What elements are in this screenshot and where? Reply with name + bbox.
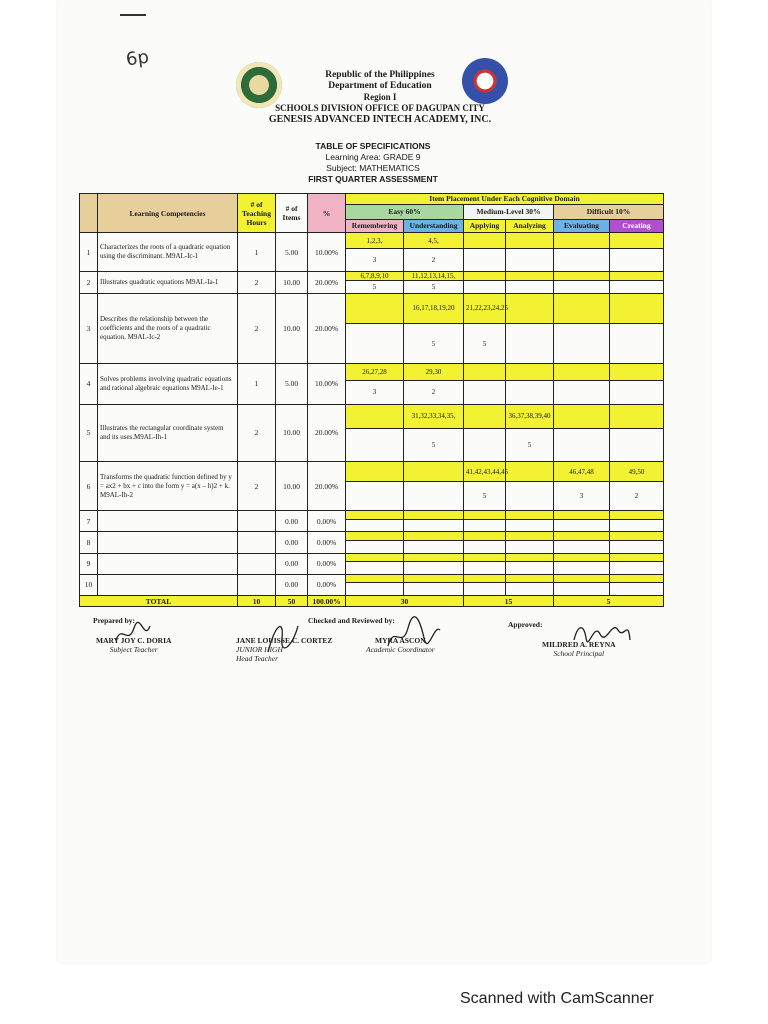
total-row xyxy=(80,596,664,607)
header-medium: Medium-Level 30% xyxy=(464,204,554,219)
item-placement: 36,37,38,39,40 xyxy=(506,404,554,428)
signature-scribble xyxy=(384,616,442,656)
item-total xyxy=(554,381,610,404)
item-placement xyxy=(404,532,464,541)
item-total xyxy=(464,519,506,532)
item-placement xyxy=(506,532,554,541)
item-placement: 46,47,48 xyxy=(554,462,610,482)
school-name: GENESIS ADVANCED INTECH ACADEMY, INC. xyxy=(268,114,492,125)
competency-text: Illustrates the rectangular coordinate system and its uses.M9AL-Ih-1 xyxy=(98,404,238,461)
subject: Subject: MATHEMATICS xyxy=(326,163,420,173)
item-total xyxy=(506,562,554,575)
item-placement xyxy=(464,532,506,541)
item-placement xyxy=(464,404,506,428)
total-easy: 30 xyxy=(346,596,464,607)
competency-text: Transforms the quadratic function defined by y = ax2 + bx + c into the form y = a(x – h)2 + k. M9AL-Ih-2 xyxy=(98,462,238,511)
item-total xyxy=(464,381,506,404)
table-row xyxy=(80,233,664,249)
competency-text: Characterizes the roots of a quadratic equation using the discriminant. M9AL-Ic-1 xyxy=(98,233,238,271)
item-total: 2 xyxy=(404,249,464,271)
table-row xyxy=(80,404,664,428)
teaching-hours: 2 xyxy=(238,462,276,511)
item-percent: 20.00% xyxy=(308,404,346,461)
header-difficult: Difficult 10% xyxy=(554,204,664,219)
header-applying: Applying xyxy=(464,219,506,233)
item-placement xyxy=(554,233,610,249)
table-row xyxy=(80,553,664,562)
item-total xyxy=(346,519,404,532)
item-total xyxy=(464,583,506,596)
item-placement xyxy=(346,532,404,541)
teaching-hours xyxy=(238,574,276,595)
item-placement: 16,17,18,19,20 xyxy=(404,294,464,324)
item-count: 5.00 xyxy=(276,364,308,404)
item-total xyxy=(554,249,610,271)
item-total: 2 xyxy=(404,381,464,404)
competency-text xyxy=(98,511,238,532)
item-placement xyxy=(506,233,554,249)
item-placement xyxy=(346,404,404,428)
item-placement xyxy=(506,294,554,324)
item-total: 5 xyxy=(464,323,506,363)
item-count: 0.00 xyxy=(276,532,308,553)
item-count: 5.00 xyxy=(276,233,308,271)
header-easy: Easy 60% xyxy=(346,204,464,219)
table-row xyxy=(80,364,664,381)
item-placement xyxy=(506,462,554,482)
row-number: 9 xyxy=(80,553,98,574)
item-placement xyxy=(610,294,664,324)
item-total xyxy=(464,249,506,271)
prepared-name: MARY JOY C. DORIA xyxy=(96,636,172,645)
item-total xyxy=(506,281,554,294)
table-row xyxy=(80,271,664,281)
item-placement xyxy=(554,574,610,583)
item-total xyxy=(554,429,610,462)
teaching-hours xyxy=(238,511,276,532)
row-number: 6 xyxy=(80,462,98,511)
item-placement xyxy=(346,294,404,324)
item-total xyxy=(346,482,404,511)
item-total xyxy=(404,562,464,575)
item-total: 3 xyxy=(554,482,610,511)
header-creating: Creating xyxy=(610,219,664,233)
item-placement xyxy=(464,364,506,381)
item-placement xyxy=(610,271,664,281)
specification-table xyxy=(79,193,664,607)
item-count: 10.00 xyxy=(276,404,308,461)
item-total: 3 xyxy=(346,381,404,404)
item-total xyxy=(610,381,664,404)
prepared-role: Subject Teacher xyxy=(109,645,158,654)
competency-text: Illustrates quadratic equations M9AL-Ia-1 xyxy=(98,271,238,293)
item-total xyxy=(610,540,664,553)
item-total xyxy=(610,281,664,294)
item-total xyxy=(404,482,464,511)
item-placement: 21,22,23,24,25 xyxy=(464,294,506,324)
spec-heading xyxy=(270,141,476,185)
item-total: 5 xyxy=(346,281,404,294)
item-placement xyxy=(404,462,464,482)
item-total: 5 xyxy=(404,281,464,294)
row-number: 3 xyxy=(80,294,98,364)
item-placement: 41,42,43,44,45 xyxy=(464,462,506,482)
signature-scribble xyxy=(570,614,634,650)
item-placement xyxy=(464,574,506,583)
item-total xyxy=(506,323,554,363)
item-percent: 20.00% xyxy=(308,294,346,364)
approved-label: Approved: xyxy=(508,620,543,629)
item-placement xyxy=(610,233,664,249)
item-placement: 11,12,13,14,15, xyxy=(404,271,464,281)
item-total: 5 xyxy=(464,482,506,511)
table-row xyxy=(80,294,664,324)
item-total xyxy=(506,482,554,511)
table-row xyxy=(80,532,664,541)
item-placement xyxy=(464,553,506,562)
item-percent: 0.00% xyxy=(308,574,346,595)
pen-mark xyxy=(120,14,146,16)
head-teacher-role: JUNIOR HIGH Head Teacher xyxy=(236,645,283,663)
item-placement xyxy=(346,553,404,562)
item-total xyxy=(404,540,464,553)
row-number: 8 xyxy=(80,532,98,553)
item-placement xyxy=(610,511,664,520)
item-total xyxy=(464,562,506,575)
header-line: SCHOOLS DIVISION OFFICE OF DAGUPAN CITY xyxy=(275,103,485,113)
header-line: Department of Education xyxy=(328,81,432,91)
header-line: Region I xyxy=(363,92,397,102)
item-total xyxy=(506,519,554,532)
item-percent: 10.00% xyxy=(308,233,346,271)
competency-text xyxy=(98,574,238,595)
learning-area: Learning Area: GRADE 9 xyxy=(325,152,421,162)
header-cognitive-domain: Item Placement Under Each Cognitive Domain xyxy=(346,194,664,205)
principal-role: School Principal xyxy=(553,649,605,658)
teaching-hours: 2 xyxy=(238,404,276,461)
header-learning-competencies: Learning Competencies xyxy=(98,194,238,233)
item-percent: 0.00% xyxy=(308,532,346,553)
row-number: 4 xyxy=(80,364,98,404)
header-teaching-hours: # of Teaching Hours xyxy=(238,194,276,233)
item-total: 2 xyxy=(610,482,664,511)
item-percent: 0.00% xyxy=(308,511,346,532)
assessment-name: FIRST QUARTER ASSESSMENT xyxy=(308,174,438,184)
item-placement: 31,32,33,34,35, xyxy=(404,404,464,428)
checked-label: Checked and Reviewed by: xyxy=(308,616,395,625)
item-placement: 1,2,3, xyxy=(346,233,404,249)
spec-title: TABLE OF SPECIFICATIONS xyxy=(315,141,431,151)
item-placement xyxy=(554,364,610,381)
item-total xyxy=(554,323,610,363)
item-count: 0.00 xyxy=(276,511,308,532)
competency-text: Describes the relationship between the coefficients and the roots of a quadratic equation. M9AL-Ic-2 xyxy=(98,294,238,364)
item-total xyxy=(464,281,506,294)
principal-name: MILDRED A. REYNA xyxy=(542,640,616,649)
total-hours: 10 xyxy=(238,596,276,607)
item-total xyxy=(404,583,464,596)
coordinator-name: MYRA ASCON xyxy=(375,636,426,645)
item-placement: 6,7,8,9,10 xyxy=(346,271,404,281)
header-remembering: Remembering xyxy=(346,219,404,233)
item-placement xyxy=(346,574,404,583)
item-total xyxy=(346,540,404,553)
item-total xyxy=(610,583,664,596)
item-count: 10.00 xyxy=(276,271,308,293)
item-total xyxy=(610,249,664,271)
item-total xyxy=(506,540,554,553)
item-total xyxy=(464,429,506,462)
table-row xyxy=(80,574,664,583)
item-placement xyxy=(610,364,664,381)
item-total xyxy=(506,381,554,404)
document-header xyxy=(250,70,510,125)
head-teacher-name: JANE LOUISSE C. CORTEZ xyxy=(236,636,333,645)
item-placement xyxy=(554,553,610,562)
item-placement xyxy=(610,404,664,428)
item-placement xyxy=(404,574,464,583)
item-count: 10.00 xyxy=(276,462,308,511)
row-number: 2 xyxy=(80,271,98,293)
item-placement xyxy=(610,553,664,562)
item-placement xyxy=(554,532,610,541)
item-placement xyxy=(506,271,554,281)
total-items: 50 xyxy=(276,596,308,607)
item-placement: 4,5, xyxy=(404,233,464,249)
header-percent: % xyxy=(308,194,346,233)
handwritten-note: 6p xyxy=(124,46,151,71)
prepared-label: Prepared by: xyxy=(93,616,136,625)
item-total: 5 xyxy=(506,429,554,462)
item-total xyxy=(554,583,610,596)
total-difficult: 5 xyxy=(554,596,664,607)
row-number: 1 xyxy=(80,233,98,271)
item-placement xyxy=(554,404,610,428)
teaching-hours xyxy=(238,532,276,553)
item-total xyxy=(346,323,404,363)
item-placement xyxy=(506,511,554,520)
item-count: 0.00 xyxy=(276,574,308,595)
header-line: Republic of the Philippines xyxy=(325,70,435,80)
item-total: 3 xyxy=(346,249,404,271)
coordinator-role: Academic Coordinator xyxy=(366,645,435,654)
item-count: 10.00 xyxy=(276,294,308,364)
item-percent: 20.00% xyxy=(308,271,346,293)
item-placement xyxy=(346,462,404,482)
item-placement xyxy=(506,553,554,562)
item-total xyxy=(610,429,664,462)
item-total xyxy=(506,583,554,596)
item-placement xyxy=(506,574,554,583)
item-placement xyxy=(404,553,464,562)
scanner-watermark: Scanned with CamScanner xyxy=(460,990,654,1007)
item-placement xyxy=(464,511,506,520)
item-total xyxy=(346,562,404,575)
competency-text xyxy=(98,553,238,574)
total-label: TOTAL xyxy=(80,596,238,607)
header-items: # of Items xyxy=(276,194,308,233)
row-number: 10 xyxy=(80,574,98,595)
item-total xyxy=(554,281,610,294)
signature-scribble xyxy=(262,618,302,658)
item-total xyxy=(404,519,464,532)
item-total: 5 xyxy=(404,429,464,462)
teaching-hours: 1 xyxy=(238,233,276,271)
teaching-hours: 2 xyxy=(238,271,276,293)
item-placement xyxy=(404,511,464,520)
item-total xyxy=(610,519,664,532)
item-total xyxy=(610,562,664,575)
total-medium: 15 xyxy=(464,596,554,607)
item-total xyxy=(610,323,664,363)
header-understanding: Understanding xyxy=(404,219,464,233)
item-placement: 26,27,28 xyxy=(346,364,404,381)
item-percent: 0.00% xyxy=(308,553,346,574)
teaching-hours: 1 xyxy=(238,364,276,404)
teaching-hours xyxy=(238,553,276,574)
item-placement xyxy=(346,511,404,520)
item-total xyxy=(554,562,610,575)
signature-scribble xyxy=(112,620,152,646)
item-total xyxy=(554,519,610,532)
item-total xyxy=(554,540,610,553)
competency-text xyxy=(98,532,238,553)
header-analyzing: Analyzing xyxy=(506,219,554,233)
item-placement xyxy=(464,233,506,249)
header-evaluating: Evaluating xyxy=(554,219,610,233)
table-row xyxy=(80,462,664,482)
item-count: 0.00 xyxy=(276,553,308,574)
item-placement xyxy=(610,574,664,583)
row-number: 5 xyxy=(80,404,98,461)
header-blank xyxy=(80,194,98,233)
item-placement xyxy=(554,294,610,324)
item-total xyxy=(506,249,554,271)
teaching-hours: 2 xyxy=(238,294,276,364)
item-placement: 49,50 xyxy=(610,462,664,482)
competency-text: Solves problems involving quadratic equations and rational algebraic equations M9AL-Ie-1 xyxy=(98,364,238,404)
item-placement xyxy=(554,271,610,281)
total-percent: 100.00% xyxy=(308,596,346,607)
item-total xyxy=(346,429,404,462)
table-row xyxy=(80,511,664,520)
item-percent: 10.00% xyxy=(308,364,346,404)
item-placement xyxy=(506,364,554,381)
row-number: 7 xyxy=(80,511,98,532)
item-placement: 29,30 xyxy=(404,364,464,381)
item-placement xyxy=(554,511,610,520)
item-percent: 20.00% xyxy=(308,462,346,511)
item-total: 5 xyxy=(404,323,464,363)
item-placement xyxy=(610,532,664,541)
item-placement xyxy=(464,271,506,281)
item-total xyxy=(346,583,404,596)
item-total xyxy=(464,540,506,553)
